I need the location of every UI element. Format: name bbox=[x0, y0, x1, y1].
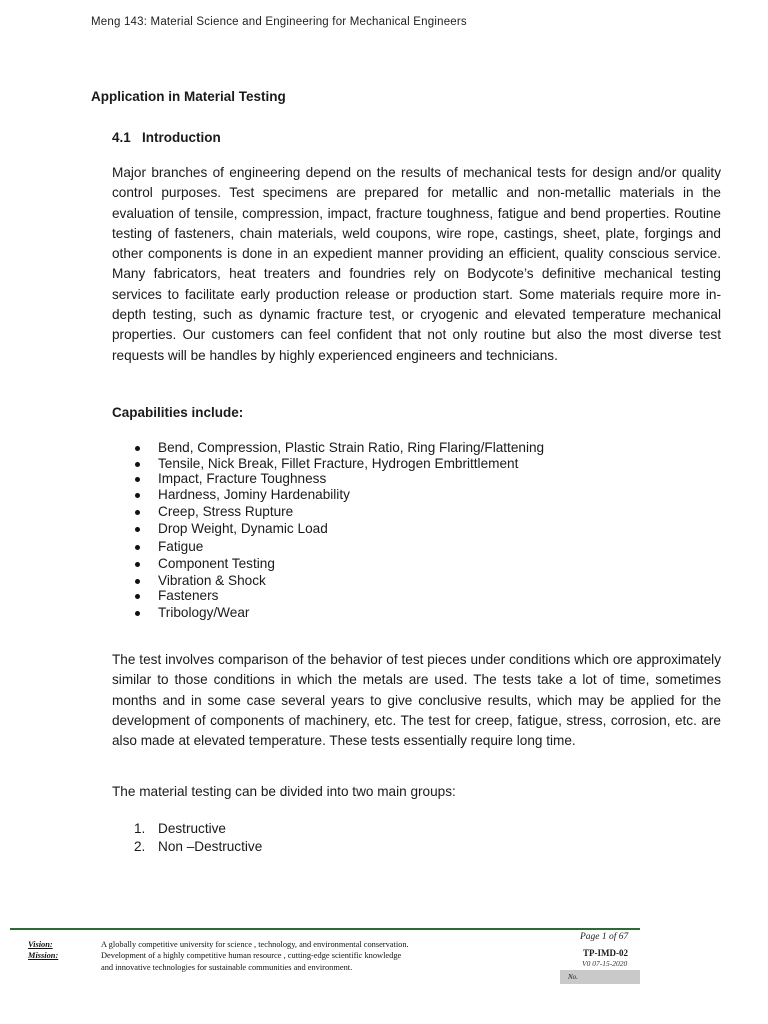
subsection-heading bbox=[112, 130, 221, 145]
list-item: Creep, Stress Rupture bbox=[112, 503, 544, 521]
list-item: Tribology/Wear bbox=[112, 604, 544, 622]
capabilities-heading: Capabilities include: bbox=[112, 405, 244, 420]
subsection-number: 4.1 bbox=[112, 130, 131, 145]
mission-text-line-1: Development of a highly competitive human resource , cutting-edge scientific knowledge bbox=[101, 951, 402, 960]
list-item: Hardness, Jominy Hardenability bbox=[112, 487, 544, 503]
test-description-paragraph: The test involves comparison of the behavior of test pieces under conditions which ore approximately similar to those conditions in which the metals are used. The tests take a lot of time, sometimes months and in some case several years to give conclusive results, which may be applied for the development of components of machinery, etc. The test for creep, fatigue, stress, corrosion, etc. are also made at elevated temperature. These tests essentially require long time. bbox=[112, 652, 721, 749]
bullet-icon bbox=[135, 493, 140, 498]
vision-label: Vision: bbox=[28, 940, 53, 949]
vision-text: A globally competitive university for science , technology, and environmental conservation. bbox=[101, 940, 409, 949]
no-label: No. bbox=[568, 973, 578, 981]
testing-groups-list bbox=[112, 820, 262, 855]
bullet-icon bbox=[135, 611, 140, 616]
list-item: Component Testing bbox=[112, 555, 544, 573]
list-item: 2. Non –Destructive bbox=[134, 838, 263, 854]
list-item: Fatigue bbox=[112, 538, 544, 556]
section-heading: Application in Material Testing bbox=[91, 89, 286, 104]
list-item: Drop Weight, Dynamic Load bbox=[112, 520, 544, 538]
capabilities-list bbox=[112, 440, 544, 622]
bullet-icon bbox=[135, 579, 140, 584]
document-code: TP-IMD-02 bbox=[583, 948, 628, 958]
bullet-icon bbox=[135, 446, 140, 451]
page-number: Page 1 of 67 bbox=[580, 932, 629, 942]
course-header: Meng 143: Material Science and Engineering for Mechanical Engineers bbox=[91, 16, 467, 28]
intro-paragraph: Major branches of engineering depend on the results of mechanical tests for design and/or quality control purposes. Test specimens are prepared for metallic and non-metallic materials in the evaluation of tensile, compression, impact, fracture toughness, fatigue and bend properties. Routine testing of fasteners, chain materials, weld coupons, wire rope, castings, sheet, plate, forgings and other components is done in an expedient manner providing an efficient, quality conscious service. Many fabricators, heat treaters and foundries rely on Bodycote’s definitive mechanical testing services to facilitate early production release or production start. Some materials require more in-depth testing, such as dynamic fracture test, or cryogenic and elevated temperature mechanical properties. Our customers can feel confident that not only routine but also the most diverse test requests will be handles by highly experienced engineers and technicians. bbox=[112, 165, 721, 363]
list-item: Vibration & Shock bbox=[112, 573, 544, 589]
document-number-box bbox=[560, 970, 640, 984]
list-item: 1. Destructive bbox=[134, 821, 226, 836]
subsection-title: Introduction bbox=[142, 130, 221, 145]
bullet-icon bbox=[135, 594, 140, 599]
list-item: Bend, Compression, Plastic Strain Ratio, Ring Flaring/Flattening bbox=[112, 440, 544, 456]
mission-label: Mission: bbox=[28, 951, 59, 960]
mission-text-line-2: and innovative technologies for sustainable communities and environment. bbox=[101, 963, 353, 972]
bullet-icon bbox=[135, 462, 140, 467]
footer-divider bbox=[10, 928, 640, 930]
bullet-icon bbox=[135, 562, 140, 567]
list-item: Impact, Fracture Toughness bbox=[112, 471, 544, 487]
bullet-icon bbox=[135, 477, 140, 482]
bullet-icon bbox=[135, 545, 140, 550]
list-item: Fasteners bbox=[112, 588, 544, 604]
groups-intro-paragraph: The material testing can be divided into two main groups: bbox=[112, 784, 456, 799]
document-version: V0 07-15-2020 bbox=[582, 959, 628, 968]
list-item: Tensile, Nick Break, Fillet Fracture, Hydrogen Embrittlement bbox=[112, 456, 544, 472]
bullet-icon bbox=[135, 510, 140, 515]
bullet-icon bbox=[135, 527, 140, 532]
